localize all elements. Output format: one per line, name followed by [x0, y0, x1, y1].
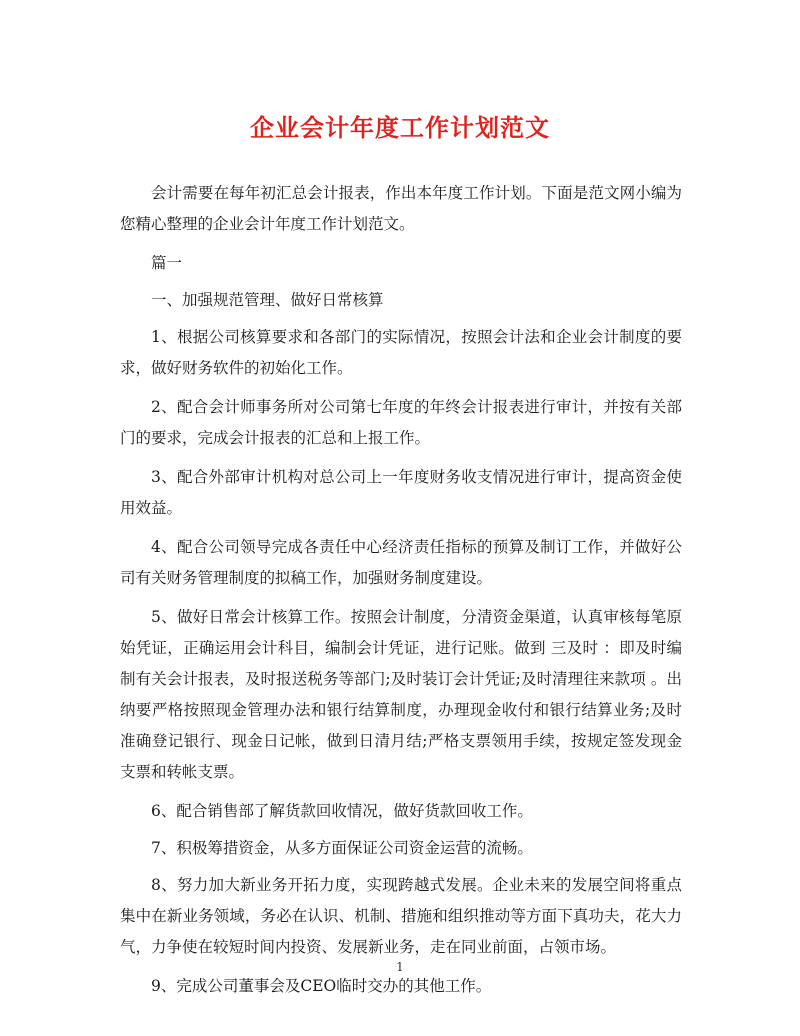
- list-item-4: 4、配合公司领导完成各责任中心经济责任指标的预算及制订工作，并做好公司有关财务管理制度的拟稿工作，加强财务制度建设。: [120, 538, 682, 587]
- section-label: 篇一: [151, 254, 183, 272]
- page-number: 1: [396, 960, 404, 974]
- list-item-3: 3、配合外部审计机构对总公司上一年度财务收支情况进行审计，提高资金使用效益。: [120, 468, 682, 517]
- document-title: 企业会计年度工作计划范文: [250, 113, 550, 142]
- list-item-9: 9、完成公司董事会及CEO临时交办的其他工作。: [151, 977, 492, 995]
- list-item-8: 8、努力加大新业务开拓力度，实现跨越式发展。企业未来的发展空间将重点集中在新业务领域，务必在认识、机制、措施和组织推动等方面下真功夫，花大力气，力争使在较短时间内投资、发展新业务，走在同业前面，占领市场。: [120, 876, 682, 956]
- list-item-1: 1、根据公司核算要求和各部门的实际情况，按照会计法和企业会计制度的要求，做好财务软件的初始化工作。: [120, 328, 682, 377]
- section-heading: 一、加强规范管理、做好日常核算: [151, 291, 384, 309]
- intro-paragraph: 会计需要在每年初汇总会计报表，作出本年度工作计划。下面是范文网小编为您精心整理的企业会计年度工作计划范文。: [120, 184, 682, 233]
- list-item-2: 2、配合会计师事务所对公司第七年度的年终会计报表进行审计，并按有关部门的要求，完成会计报表的汇总和上报工作。: [120, 398, 682, 447]
- list-item-7: 7、积极筹措资金，从多方面保证公司资金运营的流畅。: [151, 839, 533, 857]
- list-item-6: 6、配合销售部了解货款回收情况，做好货款回收工作。: [151, 802, 533, 820]
- list-item-5: 5、做好日常会计核算工作。按照会计制度，分清资金渠道，认真审核每笔原始凭证，正确运用会计科目，编制会计凭证，进行记账。做到 三及时 ：即及时编制有关会计报表，及时报送税务等部门;及时装订会计凭证;及时清理往来款项 。出纳要严格按照现金管理办法和银行结算制度，办理现金收付和银行结算业务;及时准确登记银行、现金日记帐，做到日清月结;严格支票领用手续，按规定签发现金支票和转帐支票。: [120, 608, 682, 781]
- document-body: [120, 178, 682, 1010]
